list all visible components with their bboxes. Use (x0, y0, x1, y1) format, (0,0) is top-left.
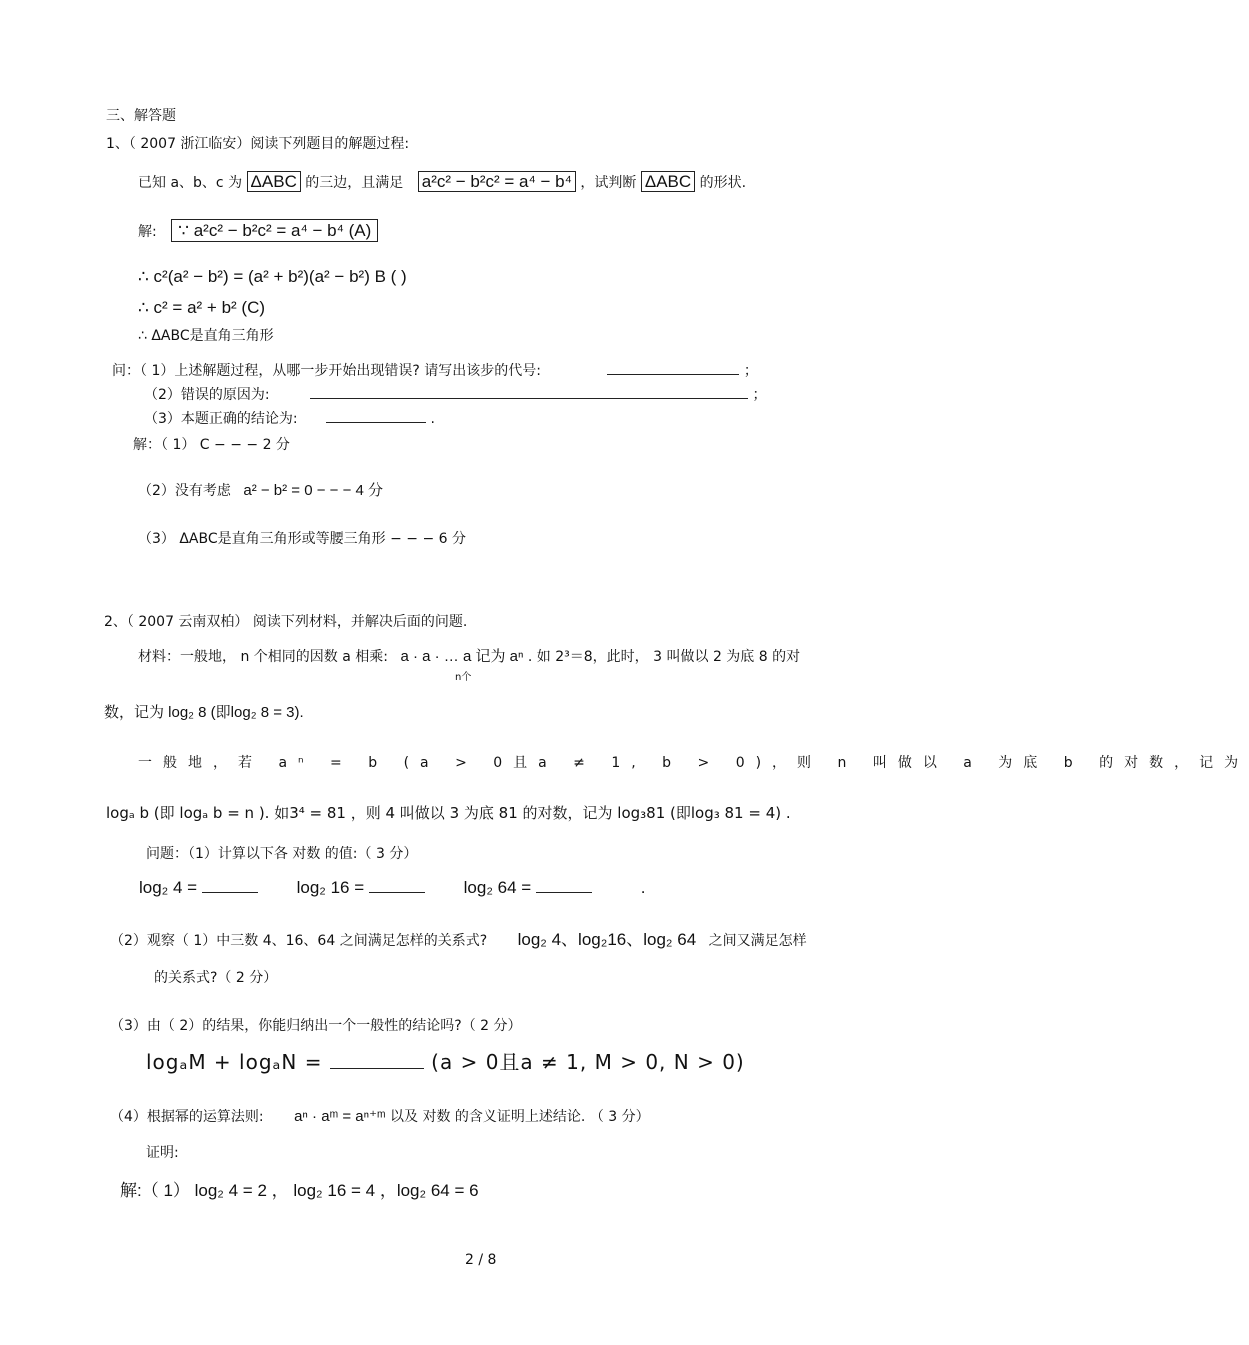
q2-p1-a: log₂ 4 = (139, 878, 198, 897)
q2-p3-blank (330, 1050, 424, 1069)
q1-step-a: ∵ a²c² − b²c² = a⁴ − b⁴ (A) (171, 219, 378, 242)
q2-p4-a: （4）根据幂的运算法则: (110, 1109, 264, 1125)
q1-answer-2-line (138, 482, 383, 500)
q2-p1-b-blank (369, 878, 425, 893)
section-title: 三、解答题 (106, 108, 176, 124)
q1-ask-2: （2）错误的原因为: (144, 387, 270, 403)
q2-material-1-end: . 如 2³＝8，此时， 3 叫做以 2 为底 8 的对 (527, 649, 801, 665)
q2-p2-b: 之间又满足怎样 (708, 933, 807, 949)
q2-material-3: 一般地，若 aⁿ = b (a > 0且a ≠ 1, b > 0)，则 n 叫做以 a 为底 b 的对数，记为 (138, 755, 1249, 771)
q1-triangle-box-2: ΔABC (641, 171, 695, 192)
q1-step-d: ∴ ΔABC是直角三角形 (138, 328, 274, 344)
q2-material-1-line (138, 648, 800, 666)
q2-problem-1: 问题：（1）计算以下各 对数 的值:（ 3 分） (146, 846, 418, 862)
q2-n-factors-label: n个 (455, 672, 472, 683)
q1-ask-2-blank (310, 384, 748, 399)
q1-answer-2-math: a² − b² = 0 − − − 4 分 (243, 482, 384, 499)
q2-material-4: logₐ b (即 logₐ b = n ). 如3⁴ = 81 ，则 4 叫做以 3 为底 81 的对数，记为 log₃81 (即log₃ 81 = 4) . (106, 804, 791, 822)
q1-given-d: 的形状. (699, 175, 747, 191)
q2-p3-math-a: logₐM + logₐN = (146, 1050, 323, 1074)
q2-p1-c: log₂ 64 = (463, 878, 532, 897)
q1-step-a-line (138, 221, 378, 241)
q2-material-1-math: a · a · … a 记为 aⁿ (400, 648, 524, 665)
q1-equation-box: a²c² − b²c² = a⁴ − b⁴ (418, 171, 576, 192)
q2-problem-3: （3）由（ 2）的结果，你能归纳出一个一般性的结论吗?（ 2 分） (110, 1018, 522, 1034)
q1-ask-2-end: ； (752, 387, 767, 403)
q2-p1-a-blank (202, 878, 258, 893)
q2-p2-math: log₂ 4、log₂16、log₂ 64 (517, 930, 697, 949)
q1-given-a: 已知 a、b、c 为 (138, 175, 243, 191)
q1-header: 1、（ 2007 浙江临安）阅读下列题目的解题过程: (106, 136, 410, 152)
q2-proof-label: 证明: (146, 1145, 179, 1161)
q2-header: 2、（ 2007 云南双柏） 阅读下列材料，并解决后面的问题. (104, 614, 468, 630)
q1-solution-label: 解: (138, 224, 157, 240)
q1-given-c: ，试判断 (580, 175, 637, 191)
q1-ask-1-end: ； (743, 363, 758, 379)
q2-p1-end: . (640, 878, 646, 897)
q1-ask-3-line (144, 408, 435, 428)
q1-given-line (138, 172, 746, 192)
q2-p3-math-b: (a > 0且a ≠ 1, M > 0, N > 0) (431, 1050, 745, 1074)
q1-ask-1: 问：（ 1）上述解题过程，从哪一步开始出现错误? 请写出该步的代号: (112, 363, 541, 379)
q1-ask-3-blank (326, 408, 426, 423)
q1-answer-2-text: （2）没有考虑 (138, 483, 231, 499)
q1-ask-1-blank (607, 360, 739, 375)
q2-solution: 解:（ 1） log₂ 4 = 2 ， log₂ 16 = 4 ，log₂ 64 = 6 (120, 1181, 479, 1200)
q1-step-c: ∴ c² = a² + b² (C) (138, 298, 266, 317)
q2-problem-3-math-line (146, 1050, 745, 1074)
q2-material-1: 材料：一般地， n 个相同的因数 a 相乘: (138, 649, 388, 665)
q1-answer-3: （3） ΔABC是直角三角形或等腰三角形 − − − 6 分 (138, 531, 466, 547)
q1-answer-1: 解：（ 1） C − − − 2 分 (133, 437, 290, 453)
q2-problem-2-line (110, 930, 807, 950)
q1-triangle-box: ΔABC (247, 171, 301, 192)
q2-p4-math: aⁿ · aᵐ = aⁿ⁺ᵐ (294, 1108, 386, 1125)
q1-step-b: ∴ c²(a² − b²) = (a² + b²)(a² − b²) B ( ) (138, 267, 407, 286)
q2-problem-4-line (110, 1108, 650, 1126)
q2-material-2: 数，记为 log₂ 8 (即log₂ 8 = 3). (104, 704, 304, 721)
q1-given-b: 的三边，且满足 (305, 175, 404, 191)
q1-ask-3: （3）本题正确的结论为: (144, 411, 298, 427)
q2-p2-c: 的关系式?（ 2 分） (154, 970, 278, 986)
q2-p2-a: （2）观察（ 1）中三数 4、16、64 之间满足怎样的关系式? (110, 933, 488, 949)
q1-ask-1-line (112, 360, 758, 380)
q2-p4-b: 以及 对数 的含义证明上述结论. （ 3 分） (390, 1109, 650, 1125)
q2-p1-b: log₂ 16 = (296, 878, 365, 897)
q1-ask-3-end: . (430, 411, 435, 427)
q1-ask-2-line (144, 384, 767, 404)
q2-problem-1-items (139, 878, 645, 898)
page-number: 2 / 8 (465, 1252, 497, 1268)
q2-p1-c-blank (536, 878, 592, 893)
